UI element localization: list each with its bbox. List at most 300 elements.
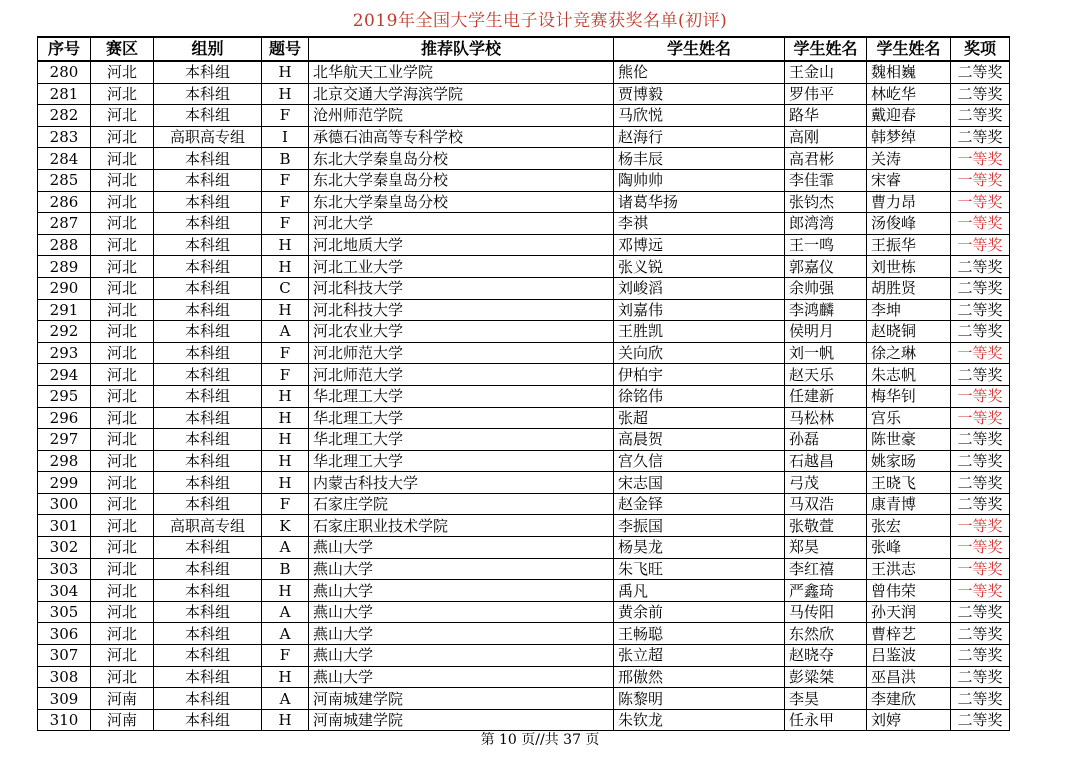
cell-region: 河北: [91, 623, 154, 645]
cell-group: 本科组: [154, 213, 262, 235]
cell-region: 河南: [91, 688, 154, 710]
cell-topic: A: [262, 321, 309, 343]
cell-student-3: 曾伟荣: [867, 580, 951, 602]
cell-student-1: 杨丰辰: [614, 148, 785, 170]
cell-student-2: 弓茂: [785, 472, 867, 494]
cell-serial: 280: [38, 61, 91, 83]
cell-award: 二等奖: [951, 472, 1010, 494]
cell-school: 石家庄学院: [309, 493, 614, 515]
table-row: [38, 515, 1010, 537]
table-row: [38, 623, 1010, 645]
table-row: [38, 299, 1010, 321]
cell-topic: A: [262, 537, 309, 559]
cell-group: 本科组: [154, 61, 262, 83]
cell-topic: B: [262, 558, 309, 580]
cell-award: 一等奖: [951, 213, 1010, 235]
cell-school: 河北地质大学: [309, 234, 614, 256]
table-row: [38, 450, 1010, 472]
cell-region: 河北: [91, 234, 154, 256]
cell-group: 本科组: [154, 709, 262, 731]
cell-topic: F: [262, 493, 309, 515]
cell-region: 河北: [91, 256, 154, 278]
cell-region: 河北: [91, 321, 154, 343]
cell-topic: F: [262, 364, 309, 386]
cell-serial: 297: [38, 429, 91, 451]
cell-student-3: 王洪志: [867, 558, 951, 580]
cell-student-2: 王金山: [785, 61, 867, 83]
cell-student-1: 赵金铎: [614, 493, 785, 515]
cell-school: 东北大学秦皇岛分校: [309, 148, 614, 170]
table-row: [38, 191, 1010, 213]
cell-award: 一等奖: [951, 515, 1010, 537]
cell-topic: I: [262, 126, 309, 148]
cell-school: 华北理工大学: [309, 450, 614, 472]
table-row: [38, 169, 1010, 191]
cell-school: 东北大学秦皇岛分校: [309, 169, 614, 191]
cell-student-2: 高刚: [785, 126, 867, 148]
cell-award: 一等奖: [951, 148, 1010, 170]
cell-group: 本科组: [154, 645, 262, 667]
cell-region: 河北: [91, 429, 154, 451]
cell-serial: 294: [38, 364, 91, 386]
cell-group: 本科组: [154, 472, 262, 494]
cell-school: 沧州师范学院: [309, 105, 614, 127]
awards-table: [37, 36, 1010, 731]
cell-student-2: 李红禧: [785, 558, 867, 580]
cell-school: 华北理工大学: [309, 385, 614, 407]
cell-school: 河北师范大学: [309, 364, 614, 386]
cell-award: 二等奖: [951, 83, 1010, 105]
cell-serial: 287: [38, 213, 91, 235]
table-row: [38, 61, 1010, 83]
cell-student-1: 宋志国: [614, 472, 785, 494]
cell-school: 燕山大学: [309, 537, 614, 559]
cell-student-1: 熊伦: [614, 61, 785, 83]
cell-group: 本科组: [154, 277, 262, 299]
cell-region: 河北: [91, 515, 154, 537]
cell-student-1: 李振国: [614, 515, 785, 537]
cell-region: 河北: [91, 493, 154, 515]
table-row: [38, 558, 1010, 580]
cell-region: 河北: [91, 83, 154, 105]
cell-student-3: 王振华: [867, 234, 951, 256]
cell-topic: H: [262, 234, 309, 256]
cell-serial: 285: [38, 169, 91, 191]
cell-region: 河北: [91, 580, 154, 602]
cell-award: 二等奖: [951, 105, 1010, 127]
cell-student-2: 王一鸣: [785, 234, 867, 256]
cell-region: 河北: [91, 213, 154, 235]
cell-group: 高职高专组: [154, 515, 262, 537]
cell-group: 本科组: [154, 321, 262, 343]
cell-region: 河北: [91, 277, 154, 299]
cell-region: 河北: [91, 299, 154, 321]
page-footer: 第 10 页//共 37 页: [480, 732, 600, 748]
table-row: [38, 472, 1010, 494]
cell-student-2: 彭粱桀: [785, 666, 867, 688]
cell-student-1: 马欣悦: [614, 105, 785, 127]
cell-group: 本科组: [154, 299, 262, 321]
header-award: 奖项: [951, 37, 1010, 61]
cell-school: 北华航天工业学院: [309, 61, 614, 83]
cell-student-3: 赵晓铜: [867, 321, 951, 343]
table-header-row: [38, 37, 1010, 61]
cell-student-2: 赵天乐: [785, 364, 867, 386]
cell-serial: 299: [38, 472, 91, 494]
cell-region: 河南: [91, 709, 154, 731]
cell-topic: H: [262, 83, 309, 105]
cell-region: 河北: [91, 407, 154, 429]
cell-serial: 301: [38, 515, 91, 537]
cell-student-3: 朱志帆: [867, 364, 951, 386]
table-row: [38, 234, 1010, 256]
cell-region: 河北: [91, 148, 154, 170]
cell-school: 承德石油高等专科学校: [309, 126, 614, 148]
cell-student-1: 徐铭伟: [614, 385, 785, 407]
cell-topic: F: [262, 213, 309, 235]
cell-student-3: 韩梦绰: [867, 126, 951, 148]
cell-student-2: 孙磊: [785, 429, 867, 451]
cell-topic: F: [262, 191, 309, 213]
cell-award: 一等奖: [951, 169, 1010, 191]
cell-group: 本科组: [154, 256, 262, 278]
cell-region: 河北: [91, 342, 154, 364]
cell-student-2: 张钧杰: [785, 191, 867, 213]
cell-student-2: 东然欣: [785, 623, 867, 645]
cell-group: 本科组: [154, 385, 262, 407]
cell-topic: H: [262, 61, 309, 83]
cell-group: 本科组: [154, 429, 262, 451]
cell-student-2: 任永甲: [785, 709, 867, 731]
cell-region: 河北: [91, 105, 154, 127]
header-school: 推荐队学校: [309, 37, 614, 61]
cell-award: 一等奖: [951, 537, 1010, 559]
cell-award: 二等奖: [951, 277, 1010, 299]
cell-group: 本科组: [154, 342, 262, 364]
cell-award: 一等奖: [951, 342, 1010, 364]
cell-topic: A: [262, 688, 309, 710]
header-student-2: 学生姓名: [785, 37, 867, 61]
table-row: [38, 385, 1010, 407]
cell-serial: 307: [38, 645, 91, 667]
cell-award: 二等奖: [951, 666, 1010, 688]
cell-topic: F: [262, 169, 309, 191]
cell-school: 河南城建学院: [309, 688, 614, 710]
cell-school: 华北理工大学: [309, 429, 614, 451]
cell-school: 东北大学秦皇岛分校: [309, 191, 614, 213]
cell-group: 本科组: [154, 558, 262, 580]
cell-student-1: 张义锐: [614, 256, 785, 278]
cell-serial: 286: [38, 191, 91, 213]
cell-award: 二等奖: [951, 429, 1010, 451]
cell-student-3: 戴迎春: [867, 105, 951, 127]
cell-school: 河北科技大学: [309, 277, 614, 299]
cell-student-1: 黄余前: [614, 601, 785, 623]
cell-student-3: 康青博: [867, 493, 951, 515]
cell-topic: H: [262, 472, 309, 494]
cell-topic: F: [262, 105, 309, 127]
cell-student-2: 马双浩: [785, 493, 867, 515]
cell-group: 本科组: [154, 688, 262, 710]
cell-student-1: 宫久信: [614, 450, 785, 472]
table-row: [38, 493, 1010, 515]
cell-student-3: 梅华钊: [867, 385, 951, 407]
cell-student-3: 吕鉴波: [867, 645, 951, 667]
cell-topic: A: [262, 623, 309, 645]
cell-group: 本科组: [154, 83, 262, 105]
cell-award: 二等奖: [951, 688, 1010, 710]
cell-topic: H: [262, 666, 309, 688]
cell-student-1: 关向欣: [614, 342, 785, 364]
cell-group: 本科组: [154, 105, 262, 127]
cell-student-2: 李鸿麟: [785, 299, 867, 321]
cell-student-3: 魏相巍: [867, 61, 951, 83]
cell-school: 内蒙古科技大学: [309, 472, 614, 494]
cell-student-1: 陈黎明: [614, 688, 785, 710]
cell-school: 燕山大学: [309, 601, 614, 623]
cell-student-2: 李佳霏: [785, 169, 867, 191]
cell-region: 河北: [91, 126, 154, 148]
cell-topic: A: [262, 601, 309, 623]
table-row: [38, 364, 1010, 386]
cell-student-2: 余帅强: [785, 277, 867, 299]
cell-award: 一等奖: [951, 558, 1010, 580]
table-row: [38, 580, 1010, 602]
cell-region: 河北: [91, 666, 154, 688]
table-row: [38, 709, 1010, 731]
cell-serial: 283: [38, 126, 91, 148]
cell-group: 高职高专组: [154, 126, 262, 148]
cell-student-1: 伊柏宇: [614, 364, 785, 386]
cell-student-2: 郑昊: [785, 537, 867, 559]
cell-topic: H: [262, 429, 309, 451]
cell-serial: 295: [38, 385, 91, 407]
cell-region: 河北: [91, 472, 154, 494]
cell-topic: F: [262, 342, 309, 364]
cell-serial: 293: [38, 342, 91, 364]
cell-student-1: 诸葛华扬: [614, 191, 785, 213]
header-region: 赛区: [91, 37, 154, 61]
cell-student-2: 路华: [785, 105, 867, 127]
cell-topic: K: [262, 515, 309, 537]
cell-award: 一等奖: [951, 191, 1010, 213]
cell-student-3: 汤俊峰: [867, 213, 951, 235]
cell-student-3: 曹梓艺: [867, 623, 951, 645]
cell-group: 本科组: [154, 191, 262, 213]
cell-group: 本科组: [154, 364, 262, 386]
cell-school: 华北理工大学: [309, 407, 614, 429]
cell-student-1: 张立超: [614, 645, 785, 667]
cell-student-2: 侯明月: [785, 321, 867, 343]
cell-school: 燕山大学: [309, 645, 614, 667]
cell-student-2: 郎湾湾: [785, 213, 867, 235]
cell-group: 本科组: [154, 407, 262, 429]
cell-serial: 292: [38, 321, 91, 343]
cell-serial: 305: [38, 601, 91, 623]
cell-student-1: 王胜凯: [614, 321, 785, 343]
cell-topic: H: [262, 385, 309, 407]
cell-award: 二等奖: [951, 126, 1010, 148]
cell-student-3: 孙天润: [867, 601, 951, 623]
cell-award: 一等奖: [951, 234, 1010, 256]
cell-award: 二等奖: [951, 623, 1010, 645]
cell-student-3: 林屹华: [867, 83, 951, 105]
cell-student-2: 石越昌: [785, 450, 867, 472]
table-row: [38, 277, 1010, 299]
cell-student-1: 李祺: [614, 213, 785, 235]
cell-student-3: 胡胜贤: [867, 277, 951, 299]
cell-topic: H: [262, 709, 309, 731]
cell-student-2: 罗伟平: [785, 83, 867, 105]
cell-student-3: 姚家旸: [867, 450, 951, 472]
table-row: [38, 429, 1010, 451]
cell-school: 燕山大学: [309, 558, 614, 580]
cell-student-1: 禹凡: [614, 580, 785, 602]
cell-student-1: 赵海行: [614, 126, 785, 148]
table-row: [38, 126, 1010, 148]
cell-student-2: 马松林: [785, 407, 867, 429]
cell-award: 二等奖: [951, 645, 1010, 667]
cell-group: 本科组: [154, 623, 262, 645]
table-row: [38, 321, 1010, 343]
cell-student-2: 赵晓夺: [785, 645, 867, 667]
cell-award: 二等奖: [951, 256, 1010, 278]
cell-region: 河北: [91, 364, 154, 386]
cell-student-2: 刘一帆: [785, 342, 867, 364]
cell-student-3: 张宏: [867, 515, 951, 537]
cell-region: 河北: [91, 61, 154, 83]
cell-group: 本科组: [154, 537, 262, 559]
table-row: [38, 688, 1010, 710]
cell-award: 二等奖: [951, 709, 1010, 731]
cell-region: 河北: [91, 537, 154, 559]
cell-school: 燕山大学: [309, 623, 614, 645]
cell-region: 河北: [91, 385, 154, 407]
cell-student-3: 李建欣: [867, 688, 951, 710]
cell-award: 二等奖: [951, 601, 1010, 623]
cell-region: 河北: [91, 169, 154, 191]
cell-group: 本科组: [154, 601, 262, 623]
header-serial: 序号: [38, 37, 91, 61]
cell-student-1: 张超: [614, 407, 785, 429]
cell-serial: 304: [38, 580, 91, 602]
cell-group: 本科组: [154, 493, 262, 515]
cell-student-1: 刘嘉伟: [614, 299, 785, 321]
cell-group: 本科组: [154, 580, 262, 602]
cell-award: 一等奖: [951, 385, 1010, 407]
cell-topic: H: [262, 256, 309, 278]
table-row: [38, 83, 1010, 105]
header-group: 组别: [154, 37, 262, 61]
cell-serial: 289: [38, 256, 91, 278]
cell-student-2: 马传阳: [785, 601, 867, 623]
cell-student-2: 高君彬: [785, 148, 867, 170]
cell-region: 河北: [91, 601, 154, 623]
cell-student-1: 朱钦龙: [614, 709, 785, 731]
cell-award: 二等奖: [951, 493, 1010, 515]
cell-region: 河北: [91, 558, 154, 580]
cell-student-3: 宋睿: [867, 169, 951, 191]
cell-award: 二等奖: [951, 364, 1010, 386]
cell-serial: 306: [38, 623, 91, 645]
cell-school: 北京交通大学海滨学院: [309, 83, 614, 105]
cell-group: 本科组: [154, 148, 262, 170]
cell-student-2: 张敬萱: [785, 515, 867, 537]
cell-serial: 303: [38, 558, 91, 580]
table-row: [38, 666, 1010, 688]
cell-serial: 300: [38, 493, 91, 515]
cell-student-1: 高晨贺: [614, 429, 785, 451]
cell-serial: 290: [38, 277, 91, 299]
table-row: [38, 148, 1010, 170]
cell-topic: F: [262, 645, 309, 667]
cell-serial: 310: [38, 709, 91, 731]
cell-student-1: 王畅聪: [614, 623, 785, 645]
cell-school: 河南城建学院: [309, 709, 614, 731]
cell-student-3: 陈世豪: [867, 429, 951, 451]
cell-student-3: 王晓飞: [867, 472, 951, 494]
cell-award: 一等奖: [951, 407, 1010, 429]
cell-school: 河北大学: [309, 213, 614, 235]
cell-award: 二等奖: [951, 299, 1010, 321]
cell-student-2: 李昊: [785, 688, 867, 710]
table-row: [38, 213, 1010, 235]
cell-topic: H: [262, 580, 309, 602]
cell-serial: 309: [38, 688, 91, 710]
document-title: 2019年全国大学生电子设计竞赛获奖名单(初评): [352, 11, 728, 31]
header-topic: 题号: [262, 37, 309, 61]
table-row: [38, 105, 1010, 127]
cell-award: 一等奖: [951, 580, 1010, 602]
cell-student-3: 徐之琳: [867, 342, 951, 364]
cell-serial: 296: [38, 407, 91, 429]
cell-group: 本科组: [154, 234, 262, 256]
header-student-3: 学生姓名: [867, 37, 951, 61]
cell-school: 石家庄职业技术学院: [309, 515, 614, 537]
table-row: [38, 537, 1010, 559]
cell-serial: 288: [38, 234, 91, 256]
cell-award: 二等奖: [951, 321, 1010, 343]
table-row: [38, 256, 1010, 278]
cell-student-3: 刘婷: [867, 709, 951, 731]
cell-student-3: 张峰: [867, 537, 951, 559]
cell-school: 燕山大学: [309, 580, 614, 602]
cell-student-1: 邓博远: [614, 234, 785, 256]
cell-student-1: 朱飞旺: [614, 558, 785, 580]
cell-student-1: 邢傲然: [614, 666, 785, 688]
cell-group: 本科组: [154, 450, 262, 472]
cell-school: 河北科技大学: [309, 299, 614, 321]
cell-award: 二等奖: [951, 61, 1010, 83]
cell-school: 河北农业大学: [309, 321, 614, 343]
cell-topic: B: [262, 148, 309, 170]
cell-group: 本科组: [154, 666, 262, 688]
cell-student-3: 刘世栋: [867, 256, 951, 278]
cell-serial: 308: [38, 666, 91, 688]
cell-school: 河北师范大学: [309, 342, 614, 364]
cell-school: 燕山大学: [309, 666, 614, 688]
cell-student-2: 严鑫琦: [785, 580, 867, 602]
cell-student-2: 任建新: [785, 385, 867, 407]
cell-student-2: 郭嘉仪: [785, 256, 867, 278]
cell-region: 河北: [91, 191, 154, 213]
cell-topic: C: [262, 277, 309, 299]
cell-serial: 282: [38, 105, 91, 127]
cell-serial: 298: [38, 450, 91, 472]
cell-student-3: 曹力昂: [867, 191, 951, 213]
cell-student-1: 陶帅帅: [614, 169, 785, 191]
cell-student-1: 贾博毅: [614, 83, 785, 105]
